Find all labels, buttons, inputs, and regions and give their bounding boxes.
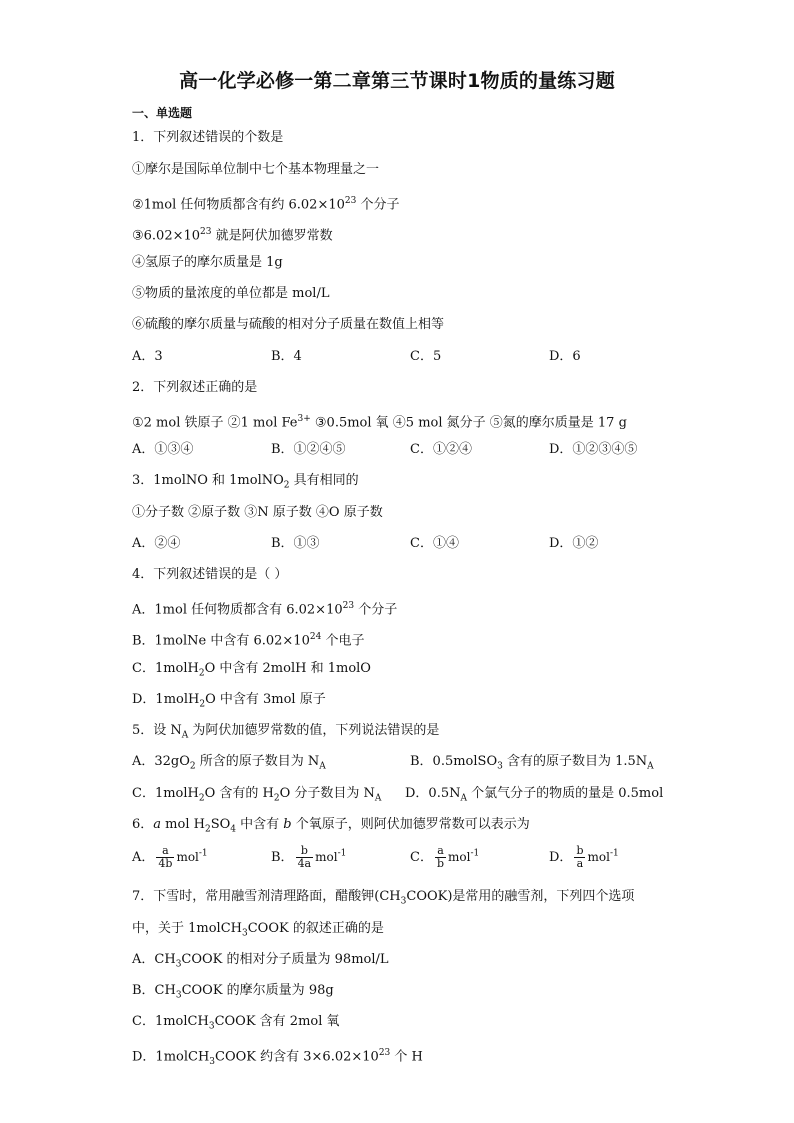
q1-statement-4: ④氢原子的摩尔质量是 1g <box>132 255 283 270</box>
q5-option-b: B．0.5molSO$_3$ 含有的原子数目为 $1.5N_A$ <box>410 754 654 772</box>
fraction: $\frac{b}{4a}$ <box>297 844 312 870</box>
q7-option-b: B．$CH_3COOK$ 的摩尔质量为 98g <box>132 983 334 1001</box>
q6-stem: 6．a mol $H_2SO_4$ 中含有 b 个氧原子，则阿伏加德罗常数可以表示为 <box>132 817 530 835</box>
q2-option-c: C．①②④ <box>410 442 472 457</box>
q3-items: ①分子数 ②原子数 ③N 原子数 ④O 原子数 <box>132 505 383 520</box>
q3-option-a: A．②④ <box>132 536 181 551</box>
q5-option-d: D．$0.5N_A$ 个氯气分子的物质的量是 0.5mol <box>405 786 664 804</box>
q2-option-d: D．①②③④⑤ <box>549 442 638 457</box>
q1-option-c: C．5 <box>410 349 442 364</box>
fraction: $\frac{a}{4b}$ <box>158 844 173 870</box>
q1-option-d: D．6 <box>549 349 581 364</box>
q1-option-a: A．3 <box>132 349 163 364</box>
q7-option-d: D．1molCH$_3$COOK 约含有 $3\times 6.02\times 10^{23}$ 个 H <box>132 1048 423 1067</box>
q4-option-b: B．1molNe 中含有 $6.02\times 10^{24}$ 个电子 <box>132 632 365 649</box>
q3-option-c: C．①④ <box>410 536 459 551</box>
q2-option-b: B．①②④⑤ <box>271 442 346 457</box>
q4-option-d: D．1molH$_2$O 中含有 3mol 原子 <box>132 692 326 710</box>
q7-option-a: A．$CH_3COOK$ 的相对分子质量为 98mol/L <box>132 952 389 970</box>
q6-option-d: D． $\frac{b}{a}$ mol$^{-1}$ <box>549 844 619 870</box>
fraction: $\frac{a}{b}$ <box>436 844 444 870</box>
q2-option-a: A．①③④ <box>132 442 194 457</box>
q6-option-c: C． $\frac{a}{b}$ mol$^{-1}$ <box>410 844 480 870</box>
q5-option-a: A．$32gO_2$ 所含的原子数目为 $N_A$ <box>132 754 326 772</box>
q3-stem: 3．1molNO 和 1molNO$_2$ 具有相同的 <box>132 473 359 491</box>
q1-statement-5: ⑤物质的量浓度的单位都是 mol/L <box>132 286 330 301</box>
fraction: $\frac{b}{a}$ <box>576 844 584 870</box>
q3-option-b: B．①③ <box>271 536 320 551</box>
q1-statement-1: ①摩尔是国际单位制中七个基本物理量之一 <box>132 162 380 177</box>
q2-stem: 2．下列叙述正确的是 <box>132 380 258 395</box>
q1-option-b: B．4 <box>271 349 302 364</box>
q1-statement-6: ⑥硫酸的摩尔质量与硫酸的相对分子质量在数值上相等 <box>132 317 445 332</box>
q4-stem: 4．下列叙述错误的是（ ） <box>132 567 288 582</box>
q1-statement-2: ②1mol 任何物质都含有约 $6.02\times 10^{23}$ 个分子 <box>132 196 400 213</box>
q4-option-c: C．1molH$_2$O 中含有 2molH 和 1molO <box>132 661 371 679</box>
q1-statement-3: $③6.02\times 10^{23}$ 就是阿伏加德罗常数 <box>132 227 333 244</box>
q6-option-b: B． $\frac{b}{4a}$ mol$^{-1}$ <box>271 844 347 870</box>
q7-option-c: C．1molCH$_3$COOK 含有 2mol 氧 <box>132 1014 340 1032</box>
q7-stem-line-1: 7．下雪时，常用融雪剂清理路面，醋酸钾$(CH_3COOK)$是常用的融雪剂，下列四个选项 <box>132 889 635 907</box>
q7-stem-line-2: 中，关于 1molCH$_3$COOK 的叙述正确的是 <box>132 921 384 939</box>
section-heading: 一、单选题 <box>132 106 193 120</box>
q1-stem: 1．下列叙述错误的个数是 <box>132 130 284 145</box>
q3-option-d: D．①② <box>549 536 599 551</box>
q4-option-a: A．1mol 任何物质都含有 $6.02\times 10^{23}$ 个分子 <box>132 601 398 618</box>
q5-option-c: C．1molH$_2$O 含有的 $H_2O$ 分子数目为 $N_A$ <box>132 786 382 804</box>
q2-items: ①2 mol 铁原子 ②1 mol $Fe^{3+}$ ③0.5mol 氧 ④5 mol 氮分子 ⑤氮的摩尔质量是 17 g <box>132 414 627 431</box>
q6-option-a: A． $\frac{a}{4b}$ mol$^{-1}$ <box>132 844 208 870</box>
q5-stem: 5．设 $N_A$ 为阿伏加德罗常数的值，下列说法错误的是 <box>132 723 440 741</box>
page-title: 高一化学必修一第二章第三节课时1物质的量练习题 <box>179 70 615 92</box>
